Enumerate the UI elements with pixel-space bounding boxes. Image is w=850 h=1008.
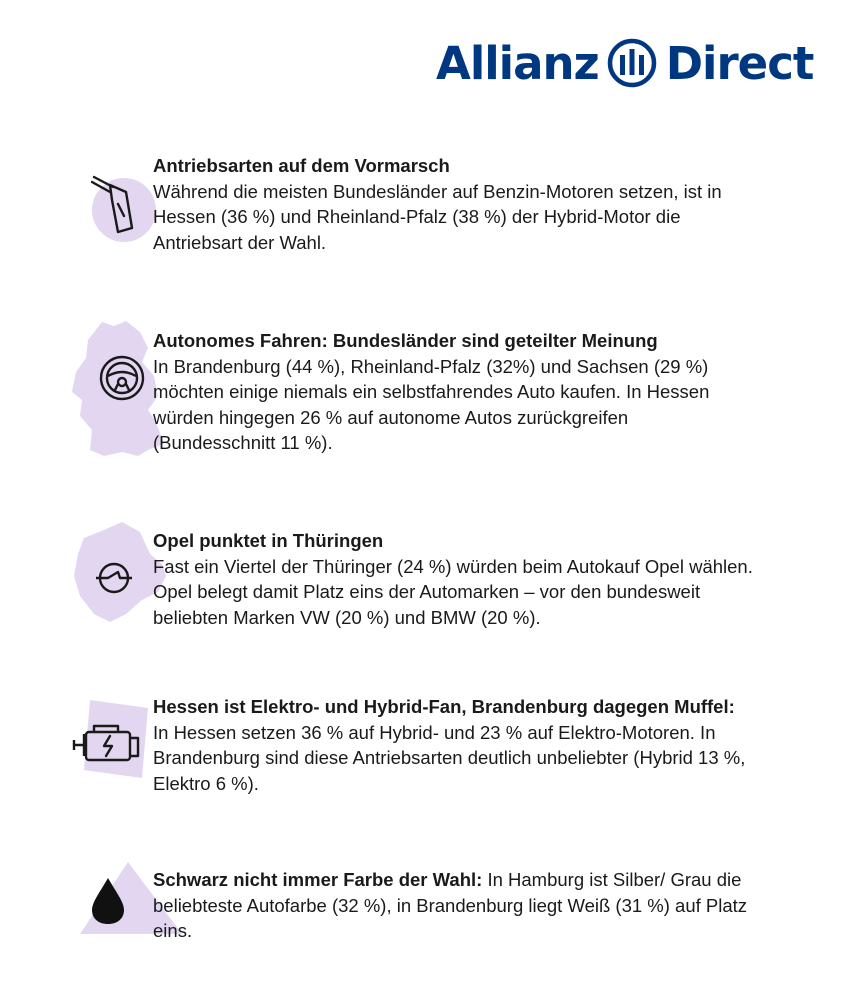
- section-body: In Hamburg ist Silber/ Grau die beliebteste Autofarbe (32 %), in Brandenburg liegt Weiß (31 %) auf Platz eins.: [153, 869, 748, 941]
- section-title: Opel punktet in Thüringen: [153, 530, 384, 551]
- section-color: [153, 867, 753, 944]
- section-opel: [153, 528, 753, 630]
- section-body: Fast ein Viertel der Thüringer (24 %) würden beim Autokauf Opel wählen. Opel belegt damit Platz eins der Automarken – vor den bundesweit beliebten Marken VW (20 %) und BMW (20 %).: [153, 555, 753, 628]
- section-title: Autonomes Fahren: Bundesländer sind geteilter Meinung: [153, 330, 658, 351]
- section-body: In Hessen setzen 36 % auf Hybrid- und 23 % auf Elektro-Motoren. In Brandenburg sind diese Antriebsarten deutlich unbeliebter (Hybrid 13 %, Elektro 6 %).: [153, 721, 746, 794]
- section-title: Hessen ist Elektro- und Hybrid-Fan, Brandenburg dagegen Muffel:: [153, 696, 735, 717]
- section-autonomous: [153, 328, 753, 456]
- engine-decoration: [70, 694, 154, 784]
- steering-wheel-icon: [101, 357, 143, 399]
- section-body: In Brandenburg (44 %), Rheinland-Pfalz (32%) und Sachsen (29 %) möchten einige niemals ein selbstfahrendes Auto kaufen. In Hessen würden hingegen 26 % auf autonome Autos zurückgreifen (Bundesschnitt 11 %).: [153, 355, 710, 453]
- logo-right-word: Direct: [665, 36, 814, 90]
- section-title: Schwarz nicht immer Farbe der Wahl:: [153, 869, 483, 890]
- section-fuel: [153, 153, 753, 255]
- section-title: Antriebsarten auf dem Vormarsch: [153, 155, 450, 176]
- section-body: Während die meisten Bundesländer auf Benzin-Motoren setzen, ist in Hessen (36 %) und Rheinland-Pfalz (38 %) der Hybrid-Motor die Antriebsart der Wahl.: [153, 180, 722, 253]
- fuel-decoration: [80, 170, 160, 250]
- logo-left-word: Allianz: [436, 36, 599, 90]
- allianz-eagle-emblem-icon: [607, 38, 657, 88]
- allianz-direct-logo: [436, 34, 813, 92]
- section-electric: [153, 694, 753, 796]
